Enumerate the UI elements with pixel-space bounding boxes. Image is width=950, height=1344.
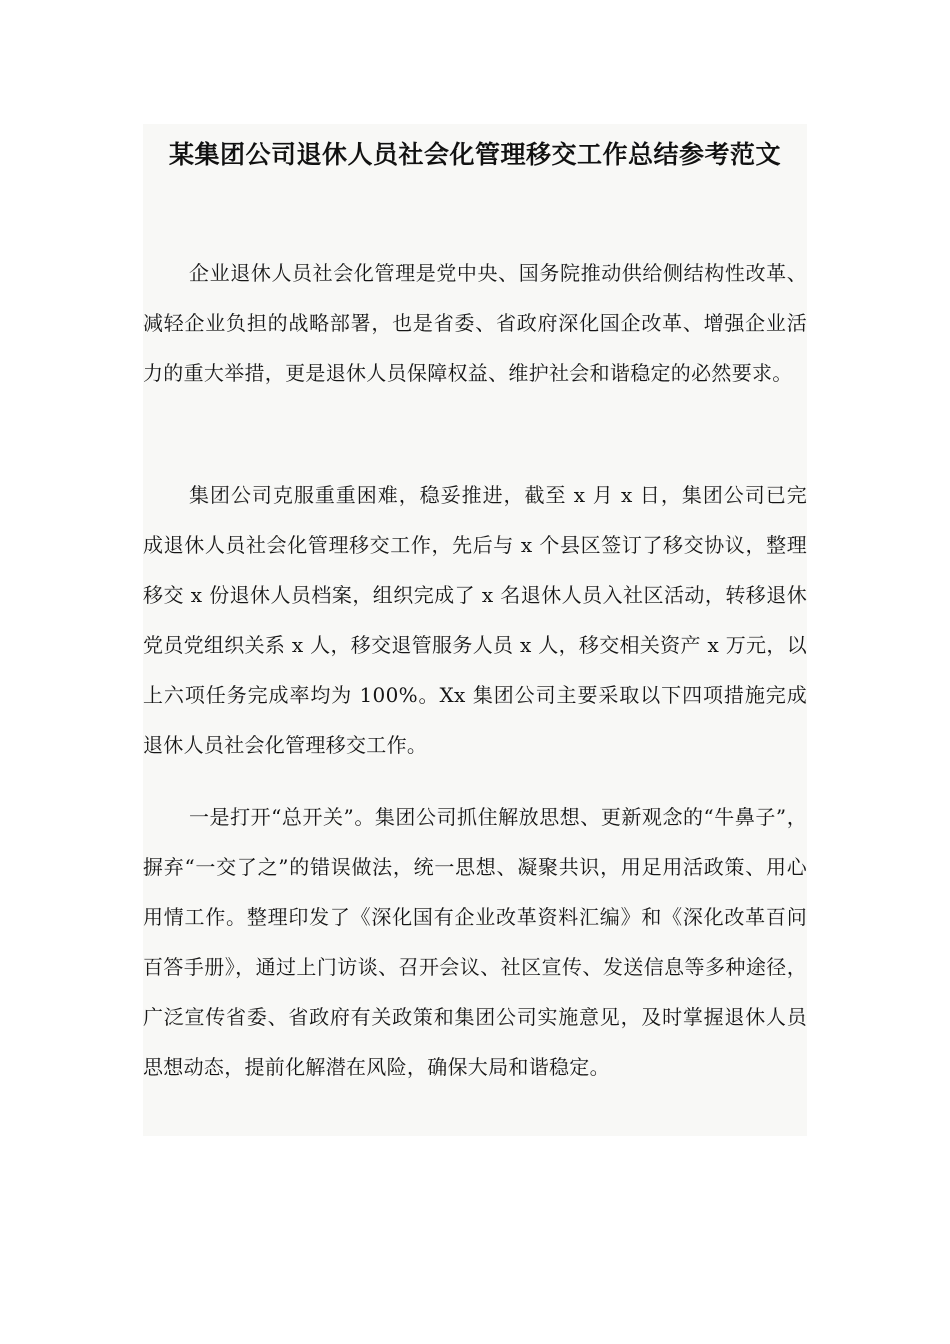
paragraph-2: 集团公司克服重重困难，稳妥推进，截至 x 月 x 日，集团公司已完成退休人员社会化管理移交工作，先后与 x 个县区签订了移交协议，整理移交 x 份退休人员档案，组织完成了 x 名退休人员入社区活动，转移退休党员党组织关系 x 人，移交退管服务人员 x 人，移交相关资产 x 万元，以上六项任务完成率均为 100%。Xx 集团公司主要采取以下四项措施完成退休人员社会化管理移交工作。 [143, 483, 807, 757]
document-body [143, 124, 807, 1136]
document-title: 某集团公司退休人员社会化管理移交工作总结参考范文 [168, 140, 781, 169]
paragraph-1: 企业退休人员社会化管理是党中央、国务院推动供给侧结构性改革、减轻企业负担的战略部署，也是省委、省政府深化国企改革、增强企业活力的重大举措，更是退休人员保障权益、维护社会和谐稳定的必然要求。 [143, 261, 807, 385]
paragraph-3: 一是打开“总开关”。集团公司抓住解放思想、更新观念的“牛鼻子”，摒弃“一交了之”的错误做法，统一思想、凝聚共识，用足用活政策、用心用情工作。整理印发了《深化国有企业改革资料汇编》和《深化改革百问百答手册》，通过上门访谈、召开会议、社区宣传、发送信息等多种途径，广泛宣传省委、省政府有关政策和集团公司实施意见，及时掌握退休人员思想动态，提前化解潜在风险，确保大局和谐稳定。 [143, 805, 807, 1079]
